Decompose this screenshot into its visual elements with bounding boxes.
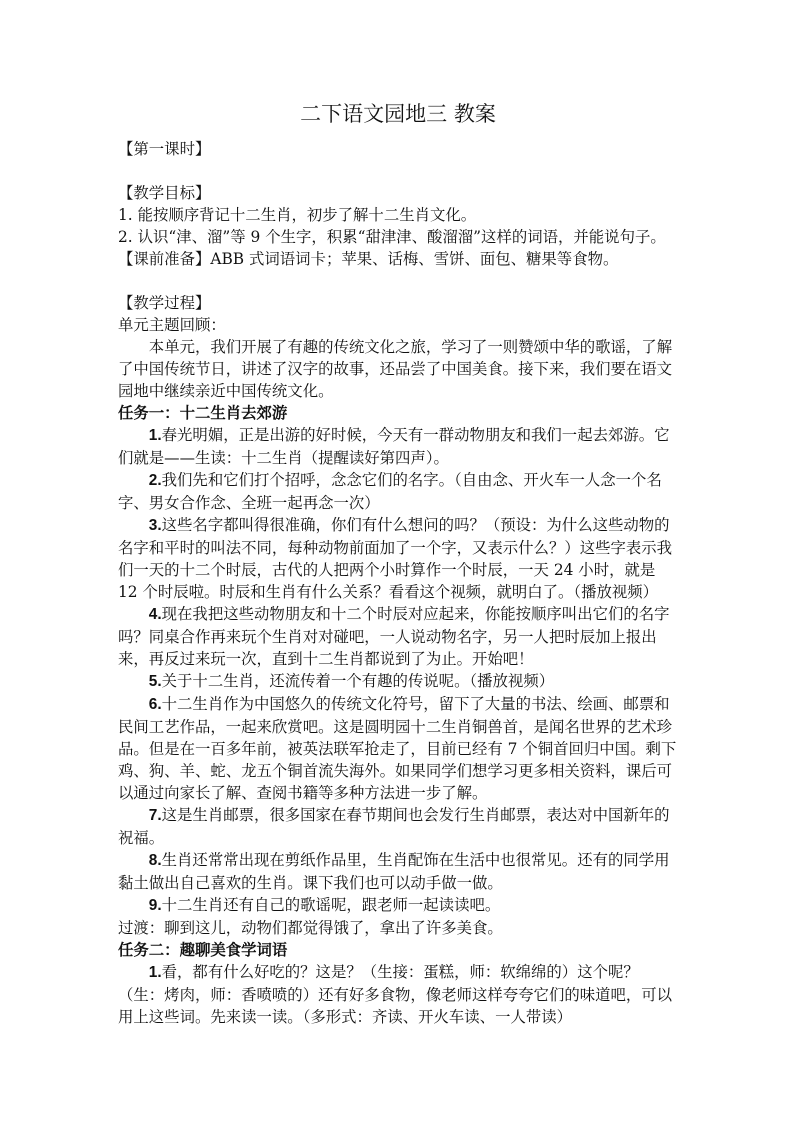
task1-step <box>118 804 678 849</box>
step-text: 我们先和它们打个招呼，念念它们的名字。（自由念、开火车一人念一个名字、男女合作念、全班一起再念一次） <box>118 471 662 512</box>
task1-step <box>118 603 678 670</box>
step-number: 8. <box>148 852 162 869</box>
prep-text: ABB 式词语词卡；苹果、话梅、雪饼、面包、糖果等食物。 <box>210 250 619 268</box>
review-label: 单元主题回顾： <box>118 316 226 334</box>
objectives-heading: 【教学目标】 <box>118 184 211 202</box>
step-number: 3. <box>148 517 162 534</box>
step-number: 9. <box>148 897 162 914</box>
objective-item: 2. 认识“津、溜”等 9 个生字，积累“甜津津、酸溜溜”这样的词语，并能说句子。 <box>118 228 666 246</box>
document-page <box>118 96 678 1028</box>
task1-step <box>118 424 678 469</box>
task1-step <box>118 469 678 514</box>
task1-title: 任务一：十二生肖去郊游 <box>118 404 288 422</box>
step-text: 现在我把这些动物朋友和十二个时辰对应起来，你能按顺序叫出它们的名字吗？同桌合作再来玩个生肖对对碰吧，一人说动物名字，另一人把时辰加上报出来，再反过来玩一次，直到十二生肖都说到了为止。开始吧！ <box>118 605 670 668</box>
objective-item: 1. 能按顺序背记十二生肖，初步了解十二生肖文化。 <box>118 206 477 224</box>
task2-title: 任务二：趣聊美食学词语 <box>118 941 288 959</box>
spacer <box>118 160 678 182</box>
task1-step <box>118 849 678 894</box>
task1-step <box>118 693 678 804</box>
step-number: 5. <box>148 673 162 690</box>
prep-label: 【课前准备】 <box>118 250 211 268</box>
step-number: 1. <box>148 427 162 444</box>
step-number: 1. <box>148 964 162 981</box>
step-number: 7. <box>148 807 162 824</box>
prep-line <box>118 248 678 270</box>
step-text: 十二生肖作为中国悠久的传统文化符号，留下了大量的书法、绘画、邮票和民间工艺作品，一起来欣赏吧。这是圆明园十二生肖铜兽首，是闻名世界的艺术珍品。但是在一百多年前，被英法联军抢走了，目前已经有 7 个铜首回归中国。剩下鸡、狗、羊、蛇、龙五个铜首流失海外。如果同学们想学习更多相关资料，课后可以通过向家长了解、查阅书籍等多种方法进一步了解。 <box>118 695 677 802</box>
lesson-label: 【第一课时】 <box>118 140 211 158</box>
review-paragraph: 本单元，我们开展了有趣的传统文化之旅，学习了一则赞颂中华的歌谣，了解了中国传统节日，讲述了汉字的故事，还品尝了中国美食。接下来，我们要在语文园地中继续亲近中国传统文化。 <box>118 338 673 400</box>
task2-step <box>118 961 678 1028</box>
step-text: 这是生肖邮票，很多国家在春节期间也会发行生肖邮票，表达对中国新年的祝福。 <box>118 806 670 847</box>
step-text: 生肖还常常出现在剪纸作品里，生肖配饰在生活中也很常见。还有的同学用黏土做出自己喜欢的生肖。课下我们也可以动手做一做。 <box>118 851 670 892</box>
step-text: 看，都有什么好吃的？这是？（生接：蛋糕，师：软绵绵的）这个呢？（生：烤肉，师：香喷喷的）还有好多食物，像老师这样夸夸它们的味道吧，可以用上这些词。先来读一读。（多形式：齐读、开火车读、一人带读） <box>118 963 673 1026</box>
document-title: 二下语文园地三 教案 <box>300 102 496 126</box>
step-number: 6. <box>148 696 162 713</box>
step-number: 2. <box>148 472 162 489</box>
task1-step <box>118 514 678 603</box>
process-heading: 【教学过程】 <box>118 294 211 312</box>
task1-step <box>118 670 678 693</box>
step-text: 关于十二生肖，还流传着一个有趣的传说呢。（播放视频） <box>161 672 555 690</box>
task1-step <box>118 894 678 917</box>
transition-line: 过渡：聊到这儿，动物们都觉得饿了，拿出了许多美食。 <box>118 919 503 937</box>
spacer <box>118 270 678 292</box>
step-number: 4. <box>148 606 162 623</box>
step-text: 十二生肖还有自己的歌谣呢，跟老师一起读读吧。 <box>161 896 501 914</box>
step-text: 这些名字都叫得很准确，你们有什么想问的吗？（预设：为什么这些动物的名字和平时的叫法不同，每种动物前面加了一个字，又表示什么？）这些字表示我们一天的十二个时辰，古代的人把两个小时算作一个时辰，一天 24 小时，就是 12 个时辰啦。时辰和生肖有什么关系？看看这个视频，就明白了。（播放视频） <box>118 516 673 601</box>
step-text: 春光明媚，正是出游的好时候，今天有一群动物朋友和我们一起去郊游。它们就是——生读：十二生肖（提醒读好第四声）。 <box>118 426 670 467</box>
